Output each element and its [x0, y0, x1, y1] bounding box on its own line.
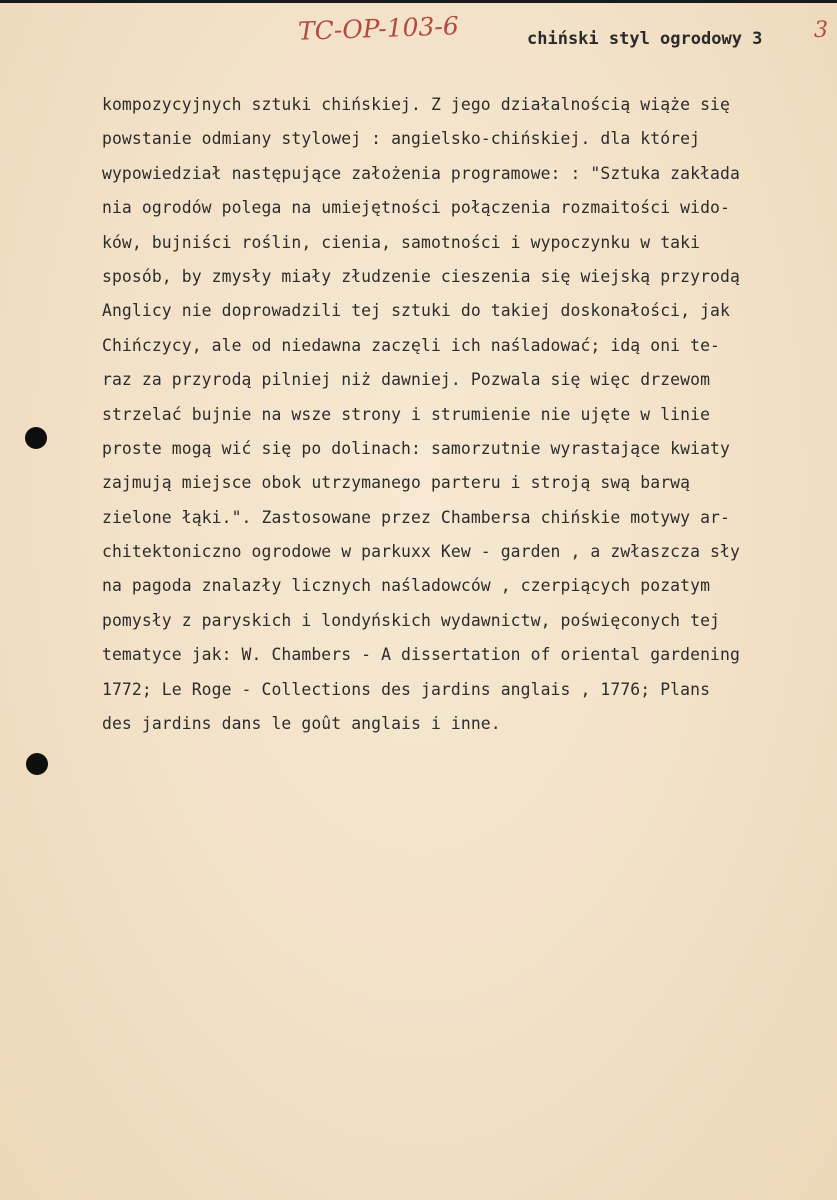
- text-line: kompozycyjnych sztuki chińskiej. Z jego działalnością wiąże się: [102, 95, 730, 114]
- text-line: nia ogrodów polega na umiejętności połączenia rozmaitości wido-: [102, 198, 730, 218]
- text-line: wypowiedział następujące założenia programowe: : "Sztuka zakłada: [102, 163, 740, 183]
- text-line: tematyce jak: W. Chambers - A dissertation of oriental gardening: [102, 645, 740, 665]
- top-edge: [0, 0, 837, 3]
- text-line: raz za przyrodą pilniej niż dawniej. Pozwala się więc drzewom: [102, 370, 711, 390]
- punch-hole: [26, 753, 48, 775]
- punch-hole: [25, 427, 47, 449]
- text-line: ków, bujniści roślin, cienia, samotności i wypoczynku w taki: [102, 232, 701, 252]
- handwritten-page-number: 3: [814, 18, 828, 43]
- text-line: zajmują miejsce obok utrzymanego parteru i stroją swą barwą: [102, 473, 691, 493]
- text-line: powstanie odmiany stylowej : angielsko-chińskiej. dla której: [102, 129, 701, 149]
- running-header: chiński styl ogrodowy 3: [527, 29, 763, 49]
- text-line: pomysły z paryskich i londyńskich wydawnictw, poświęconych tej: [102, 610, 721, 630]
- text-line: 1772; Le Roge - Collections des jardins anglais , 1776; Plans: [102, 679, 711, 699]
- text-line: des jardins dans le goût anglais i inne.: [102, 714, 501, 734]
- text-line: Chińczycy, ale od niedawna zaczęli ich naśladować; idą oni te-: [102, 335, 721, 355]
- text-line: strzelać bujnie na wsze strony i strumienie nie ujęte w linie: [102, 404, 711, 424]
- text-line: sposób, by zmysły miały złudzenie cieszenia się wiejską przyrodą: [102, 266, 740, 286]
- text-line: zielone łąki.". Zastosowane przez Chambersa chińskie motywy ar-: [102, 507, 730, 527]
- text-line: proste mogą wić się po dolinach: samorzutnie wyrastające kwiaty: [102, 438, 730, 458]
- text-line: Anglicy nie doprowadzili tej sztuki do takiej doskonałości, jak: [102, 301, 730, 321]
- body-text: [102, 88, 837, 741]
- text-line: chitektoniczno ogrodowe w parkuxx Kew - garden , a zwłaszcza sły: [102, 542, 740, 562]
- handwritten-reference: TC-OP-103-6: [297, 11, 460, 46]
- text-line: na pagoda znalazły licznych naśladowców , czerpiących pozatym: [102, 576, 711, 596]
